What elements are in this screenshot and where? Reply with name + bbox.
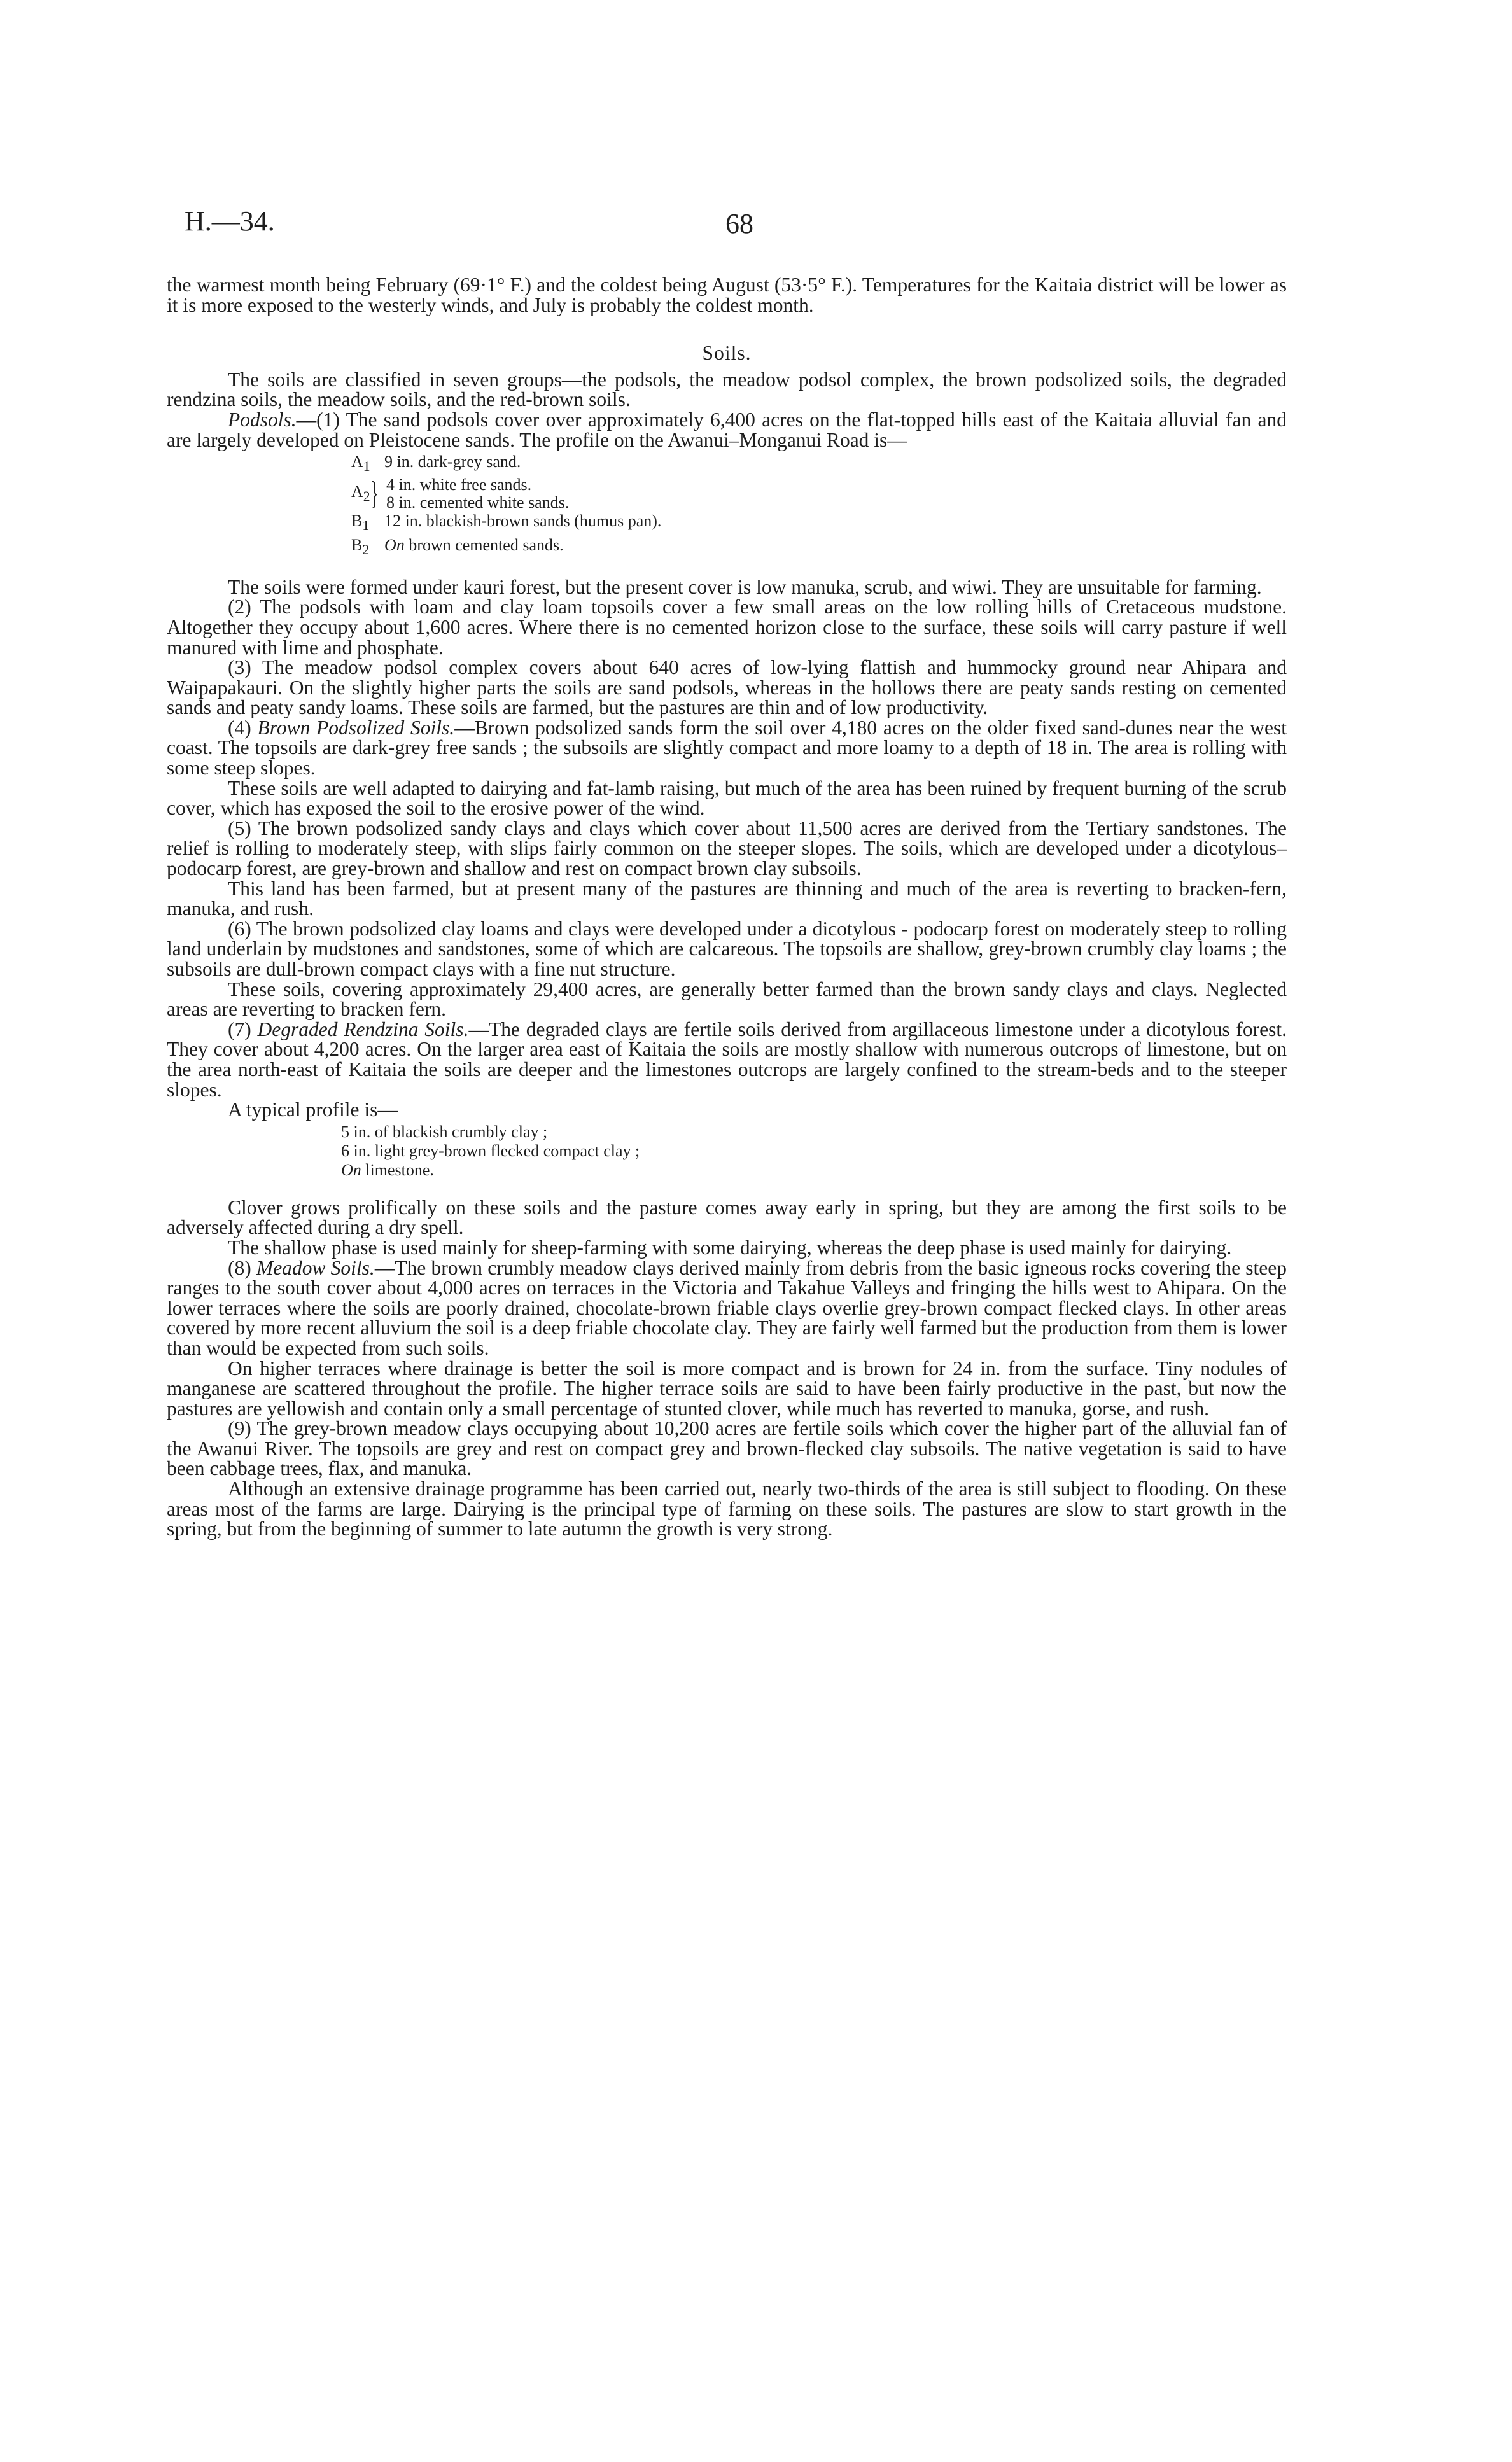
profile-row-b1: $B_1$ 12 in. blackish-brown sands (humus pan).	[351, 512, 662, 534]
podsols-title: Podsols.	[228, 408, 297, 431]
paragraph-5: (5) The brown podsolized sandy clays and clays which cover about 11,500 acres are derived from the Tertiary sandstones. The relief is rolling to moderately steep, with slips fairly common on the steeper slopes. The soils, which are developed under a dicotylous–podocarp forest, are grey-brown and shallow and rest on compact brown clay subsoils.	[167, 816, 1287, 880]
paragraph-8b: On higher terraces where drainage is better the soil is more compact and is brown for 24 in. from the surface. Tiny nodules of manganese are scattered throughout the profile. The higher terrace soils are said to have been fairly productive in the past, but now the pastures are yellowish and contain only a small percentage of stunted clover, while much has reverted to manuka, gorse, and rush.	[167, 1357, 1287, 1420]
section-heading-soils: Soils.	[702, 342, 752, 365]
profile-sand-podsol	[167, 452, 1287, 559]
podsols-text: —(1) The sand podsols cover over approximately 6,400 acres on the flat-topped hills east of the Kaitaia alluvial fan and are largely developed on Pleistocene sands. The profile on the Awanui–Monganui Road is—	[167, 408, 1287, 451]
paragraph-6: (6) The brown podsolized clay loams and clays were developed under a dicotylous - podocarp forest on moderately steep to rolling land underlain by mudstones and sandstones, some of which are calcareous. The topsoils are shallow, grey-brown crumbly clay loams ; the subsoils are dull-brown compact clays with a fine nut structure.	[167, 917, 1287, 980]
report-code: H.—34.	[185, 206, 275, 237]
paragraph-4: (4) Brown Podsolized Soils.—Brown podsolized sands form the soil over 4,180 acres on the older fixed sand-dunes near the west coast. The topsoils are dark-grey free sands ; the subsoils are slightly compact and more loamy to a depth of 18 in. The area is rolling with some steep slopes.	[167, 716, 1287, 780]
paragraph-7: (7) Degraded Rendzina Soils.—The degraded clays are fertile soils derived from argillaceous limestone under a dicotylous forest. They cover about 4,200 acres. On the larger area east of Kaitaia the soils are mostly shallow with numerous outcrops of limestone, but on the area north-east of Kaitaia the soils are deeper and the limestones outcrops are largely confined to the stream-beds and to the steeper slopes.	[167, 1018, 1287, 1101]
paragraph-intro: the warmest month being February (69·1° F.) and the coldest being August (53·5° F.). Temperatures for the Kaitaia district will be lower as it is more exposed to the westerly winds, and July is probably the coldest month.	[167, 274, 1287, 316]
paragraph-9b: Although an extensive drainage programme has been carried out, nearly two-thirds of the area is still subject to flooding. On these areas most of the farms are large. Dairying is the principal type of farming on these soils. The pastures are slow to start growth in the spring, but from the beginning of summer to late autumn the growth is very strong.	[167, 1478, 1287, 1541]
paragraph-typical: A typical profile is—	[228, 1098, 398, 1121]
paragraph-podsols	[167, 410, 1287, 450]
paragraph-6b: These soils, covering approximately 29,400 acres, are generally better farmed than the brown sandy clays and clays. Neglected areas are reverting to bracken fern.	[167, 977, 1287, 1021]
paragraph-4b: These soils are well adapted to dairying and fat-lamb raising, but much of the area has been ruined by frequent burning of the scrub cover, which has exposed the soil to the erosive power of the wind.	[167, 776, 1287, 820]
paragraph-clover: Clover grows prolifically on these soils and the pasture comes away early in spring, but they are among the first soils to be adversely affected during a dry spell.	[167, 1196, 1287, 1239]
paragraph-3: (3) The meadow podsol complex covers about 640 acres of low-lying flattish and hummocky ground near Ahipara and Waipapakauri. On the slightly higher parts the soils are sand podsols, whereas in the hollows there are peaty sands resting on cemented sands and peaty sandy loams. These soils are farmed, but the pastures are thin and of low productivity.	[167, 656, 1287, 719]
paragraph-9: (9) The grey-brown meadow clays occupying about 10,200 acres are fertile soils which cover the higher part of the alluvial fan of the Awanui River. The topsoils are grey and rest on compact grey and brown-flecked clay subsoils. The native vegetation is said to have been cabbage trees, flax, and manuka.	[167, 1417, 1287, 1480]
paragraph-shallow: The shallow phase is used mainly for sheep-farming with some dairying, whereas the deep phase is used mainly for dairying.	[228, 1236, 1232, 1259]
profile-row-a1: $A_1$ 9 in. dark-grey sand.	[351, 452, 521, 475]
profile-rendzina: 5 in. of blackish crumbly clay ; 6 in. light grey-brown flecked compact clay ; On limestone.	[341, 1122, 640, 1179]
paragraph-2: (2) The podsols with loam and clay loam topsoils cover a few small areas on the low rolling hills of Cretaceous mudstone. Altogether they occupy about 1,600 acres. Where there is no cemented horizon close to the surface, these soils will carry pasture if well manured with lime and phosphate.	[167, 596, 1287, 659]
page-number: 68	[725, 208, 753, 239]
profile-row-b2: $B_2$ On brown cemented sands.	[351, 535, 564, 557]
body-text	[167, 275, 1287, 1539]
profile-row-a2: $A_2$ } 4 in. white free sands. 8 in. cemented white sands.	[351, 475, 570, 512]
paragraph-8: (8) Meadow Soils.—The brown crumbly meadow clays derived mainly from debris from the basic igneous rocks covering the steep ranges to the south cover about 4,000 acres on terraces in the Victoria and Takahue Valleys and fringing the hills west to Ahipara. On the lower terraces where the soils are poorly drained, chocolate-brown friable clays overlie grey-brown compact flecked clays. In other areas covered by more recent alluvium the soil is a deep friable chocolate clay. They are fairly well farmed but the production from them is lower than would be expected from such soils.	[167, 1256, 1287, 1359]
paragraph-5b: This land has been farmed, but at present many of the pastures are thinning and much of the area is reverting to bracken-fern, manuka, and rush.	[167, 877, 1287, 920]
paragraph-kauri: The soils were formed under kauri forest, but the present cover is low manuka, scrub, and wiwi. They are unsuitable for farming.	[228, 575, 1262, 598]
brace-icon: }	[370, 475, 379, 512]
paragraph-soils-intro: The soils are classified in seven groups—the podsols, the meadow podsol complex, the brown podsolized soils, the degraded rendzina soils, the meadow soils, and the red-brown soils.	[167, 368, 1287, 411]
